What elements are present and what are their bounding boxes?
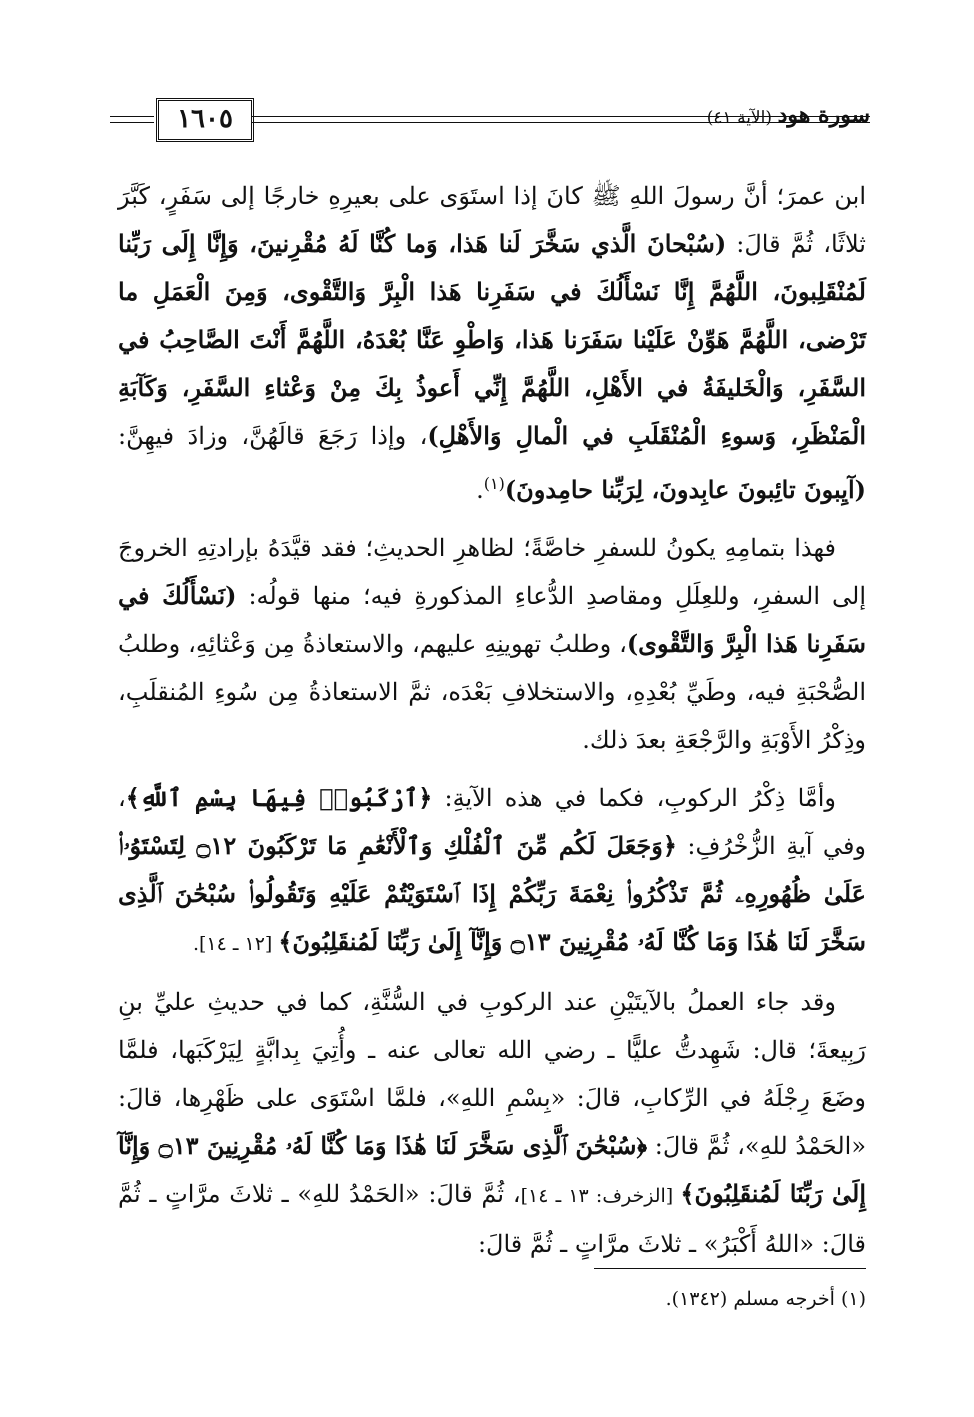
p3-quran-hud: ﴿ٱرْكَبُوا۟ فِيهَا بِسْمِ ٱللَّهِ﴾ [125,783,433,812]
p1-return-quote: (آيِبونَ تائِبونَ عابِدونَ، لِرَبِّنا حامِدونَ) [504,475,866,504]
footnote-number: (١) [840,1288,866,1310]
p2-quote: (نَسْأَلُكَ في سَفَرِنا هَذا الْبِرَّ وَالتَّقْوى) [118,581,866,658]
p3-text-c: ، وفي آيةِ الزُّخْرُفِ: [118,784,867,860]
footnote-divider [594,1268,866,1269]
p4-text-d: ، ثُمَّ قالَ: «الحَمْدُ للهِ» ـ ثلاثَ مرَّاتٍ ـ ثُمَّ قالَ: «اللهُ أَكْبَرُ» ـ ثلاثَ مرَّاتٍ ـ ثُمَّ قالَ: [118,1180,866,1258]
p1-dua-quote: (سُبْحانَ الَّذي سَخَّرَ لَنا هَذا، وَما كُنَّا لَهُ مُقْرِنينَ، وَإِنَّا إِلَى رَبِّنا لَمُنْقَلِبونَ، اللَّهُمَّ إِنَّا نَسْأَلُكَ في سَفَرِنا هَذا الْبِرَّ وَالتَّقْوى، وَمِنَ الْعَمَلِ ما تَرْضى، اللَّهُمَّ هَوِّنْ عَلَيْنا سَفَرَنا هَذا، وَاطْوِ عَنَّا بُعْدَهُ، اللَّهُمَّ أَنْتَ الصَّاحِبُ في السَّفَرِ، وَالْخَليفَةُ في الأَهْلِ، اللَّهُمَّ إِنِّي أَعوذُ بِكَ مِنْ وَعْثاءِ السَّفَرِ، وَكَآبَةِ الْمَنْظَرِ، وَسوءِ الْمُنْقَلَبِ في الْمالِ وَالأَهْلِ) [118,229,866,450]
p2-text-c: ، وطلبُ تهوينِهِ عليهم، والاستعاذةُ مِن وَعْثائِهِ، وطلبُ الصُّحْبَةِ فيه، وطَيِّ بُعْدِهِ، والاستخلافِ بَعْدَه، ثمَّ الاستعاذةُ مِن سُوءِ المُنقلَبِ، وذِكْرُ الأَوْبَةِ والرَّجْعَةِ بعدَ ذلك. [118,630,866,754]
p1-text-a: ابن عمرَ؛ أنَّ رسولَ اللهِ ﷺ كانَ إذا استَوَى على بعيرِهِ خارجًا إلى سَفَرٍ، كَبَّرَ ثلاثًا، ثُمَّ قالَ: [118,182,866,258]
footnote [118,1284,866,1314]
p1-text-c: ، وإذا رَجَعَ قالَهُنَّ، وزادَ فيهِنَّ: [118,422,428,450]
p3-verse-ref: [١٢ ـ ١٤]. [192,933,279,955]
page-header [110,96,870,152]
paragraph-2 [118,524,866,764]
p2-text-a: فهذا بتمامِهِ يكونُ للسفرِ خاصَّةً؛ لظاهرِ الحديثِ؛ فقد قيَّدَهُ بإرادتِهِ الخروجَ إلى السفرِ، وللعِلَلِ ومقاصدِ الدُّعاءِ المذكورةِ فيه؛ منها قولُه: [118,534,866,610]
p3-quran-zukhruf: ﴿وَجَعَلَ لَكُم مِّنَ ٱلْفُلْكِ وَٱلْأَنْعَٰمِ مَا تَرْكَبُونَ ۝١٢ لِتَسْتَوُۥا۟ عَلَىٰ ظُهُورِهِۦ ثُمَّ تَذْكُرُوا۟ نِعْمَةَ رَبِّكُمْ إِذَا ٱسْتَوَيْتُمْ عَلَيْهِ وَتَقُولُوا۟ سُبْحَٰنَ ٱلَّذِى سَخَّرَ لَنَا هَٰذَا وَمَا كُنَّا لَهُۥ مُقْرِنِينَ ۝١٣ وَإِنَّآ إِلَىٰ رَبِّنَا لَمُنقَلِبُونَ﴾ [118,831,866,956]
paragraph-3 [118,774,866,968]
paragraph-4 [118,978,866,1268]
page-body [118,172,866,1278]
p3-text-a: وأمَّا ذِكْرُ الركوبِ، فكما في هذه الآيةِ: [432,784,836,812]
p1-text-e: . [476,476,484,504]
surah-title: سورة هود [777,102,870,128]
paragraph-1 [118,172,866,514]
p4-text-a: وقد جاء العملُ بالآيتَيْنِ عند الركوبِ في السُّنَّةِ، كما في حديثِ عليِّ بنِ رَبِيعةَ؛ قال: شَهِدتُّ عليًّا ـ رضي الله تعالى عنه ـ وأُتِيَ بِدابَّةٍ لِيَرْكَبَها، فلمَّا وضَعَ رِجْلَهُ في الرِّكابِ، قالَ: «بِسْمِ اللهِ»، فلمَّا اسْتَوَى على ظَهْرِها، قالَ: «الحَمْدُ للهِ»، ثُمَّ قالَ: [118,988,866,1160]
page-number: ١٦٠٥ [156,98,254,142]
footnote-marker[interactable]: (١) [483,474,505,493]
ayah-reference: (الآية ٤١) [706,108,772,128]
p4-quran: ﴿سُبْحَٰنَ ٱلَّذِى سَخَّرَ لَنَا هَٰذَا وَمَا كُنَّا لَهُۥ مُقْرِنِينَ ۝١٣ وَإِنَّآ إِلَىٰ رَبِّنَا لَمُنقَلِبُونَ﴾ [118,1131,866,1208]
header-rule-right [252,116,870,123]
footnote-text: أخرجه مسلم (١٣٤٢). [665,1288,835,1310]
p4-verse-ref: [الزخرف: ١٣ ـ ١٤] [520,1185,681,1207]
header-rule-left [110,116,154,123]
